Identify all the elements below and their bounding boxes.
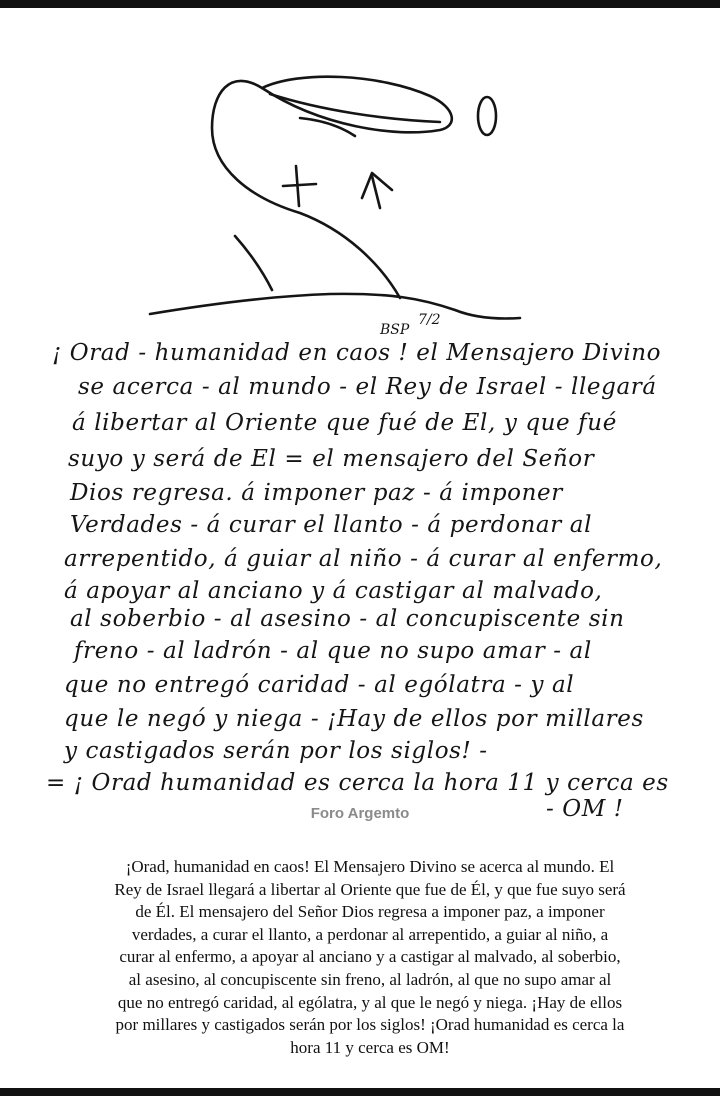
typed-transcription: [50, 856, 690, 1059]
arrow-stem: [372, 176, 380, 208]
watermark: Foro Argemto: [310, 805, 410, 822]
head-outline: [212, 81, 400, 298]
symbolic-drawing: [0, 8, 720, 338]
rising-line: [235, 236, 272, 290]
document-page: [0, 8, 720, 1088]
transcription-line: ¡Orad, humanidad en caos! El Mensajero Divino se acerca al mundo. El: [125, 857, 615, 876]
handwritten-line: - OM !: [546, 796, 624, 822]
transcription-line: al asesino, al concupiscente sin freno, al ladrón, al que no supo amar al: [128, 969, 612, 989]
handwritten-line: á apoyar al anciano y á castigar al malvado,: [64, 578, 603, 604]
transcription-line: que no entregó caridad, al ególatra, y al que le negó y niega. ¡Hay de ellos: [117, 992, 623, 1012]
handwritten-line: que le negó y niega - ¡Hay de ellos por millares: [64, 706, 644, 732]
ground-line: [150, 294, 520, 319]
cross-mark: [283, 166, 316, 206]
transcription-line: curar al enfermo, a apoyar al anciano y a castigar al malvado, al soberbio,: [119, 947, 621, 967]
handwritten-line: al soberbio - al asesino - al concupiscente sin: [70, 606, 625, 632]
handwritten-line: suyo y será de El = el mensajero del Señor: [68, 446, 595, 472]
transcription-line: hora 11 y cerca es OM!: [290, 1037, 450, 1057]
eye-outline: [262, 77, 452, 133]
handwritten-message: [0, 338, 720, 822]
handwritten-line: se acerca - al mundo - el Rey de Israel - llegará: [78, 374, 657, 400]
transcription-line: Rey de Israel llegará a libertar al Oriente que fue de Él, y que fue suyo será: [114, 879, 626, 899]
transcription-line: verdades, a curar el llanto, a perdonar al arrepentido, a guiar al niño, a: [131, 924, 609, 944]
signature-mark: 7/2: [418, 312, 441, 328]
handwritten-line: y castigados serán por los siglos! -: [64, 738, 488, 764]
transcription-line: de Él. El mensajero del Señor Dios regresa a imponer paz, a imponer: [135, 902, 605, 922]
transcription-line: por millares y castigados serán por los siglos! ¡Orad humanidad es cerca la: [115, 1015, 625, 1035]
handwritten-line: Dios regresa. á imponer paz - á imponer: [70, 480, 563, 506]
handwritten-line: que no entregó caridad - al ególatra - y al: [64, 672, 575, 698]
handwritten-line: = ¡ Orad humanidad es cerca la hora 11 y cerca es: [46, 770, 669, 796]
handwritten-line: ¡ Orad - humanidad en caos ! el Mensajero Divino: [52, 340, 662, 366]
small-oval: [478, 97, 496, 135]
signature-text: BSP: [380, 322, 410, 338]
handwritten-line: freno - al ladrón - al que no supo amar - al: [74, 638, 592, 664]
handwritten-line: á libertar al Oriente que fué de El, y que fué: [72, 410, 617, 436]
handwritten-line: Verdades - á curar el llanto - á perdonar al: [70, 512, 593, 538]
inner-eye-line: [300, 118, 355, 136]
handwritten-line: arrepentido, á guiar al niño - á curar al enfermo,: [64, 546, 663, 572]
eye-lid-line: [270, 94, 440, 122]
